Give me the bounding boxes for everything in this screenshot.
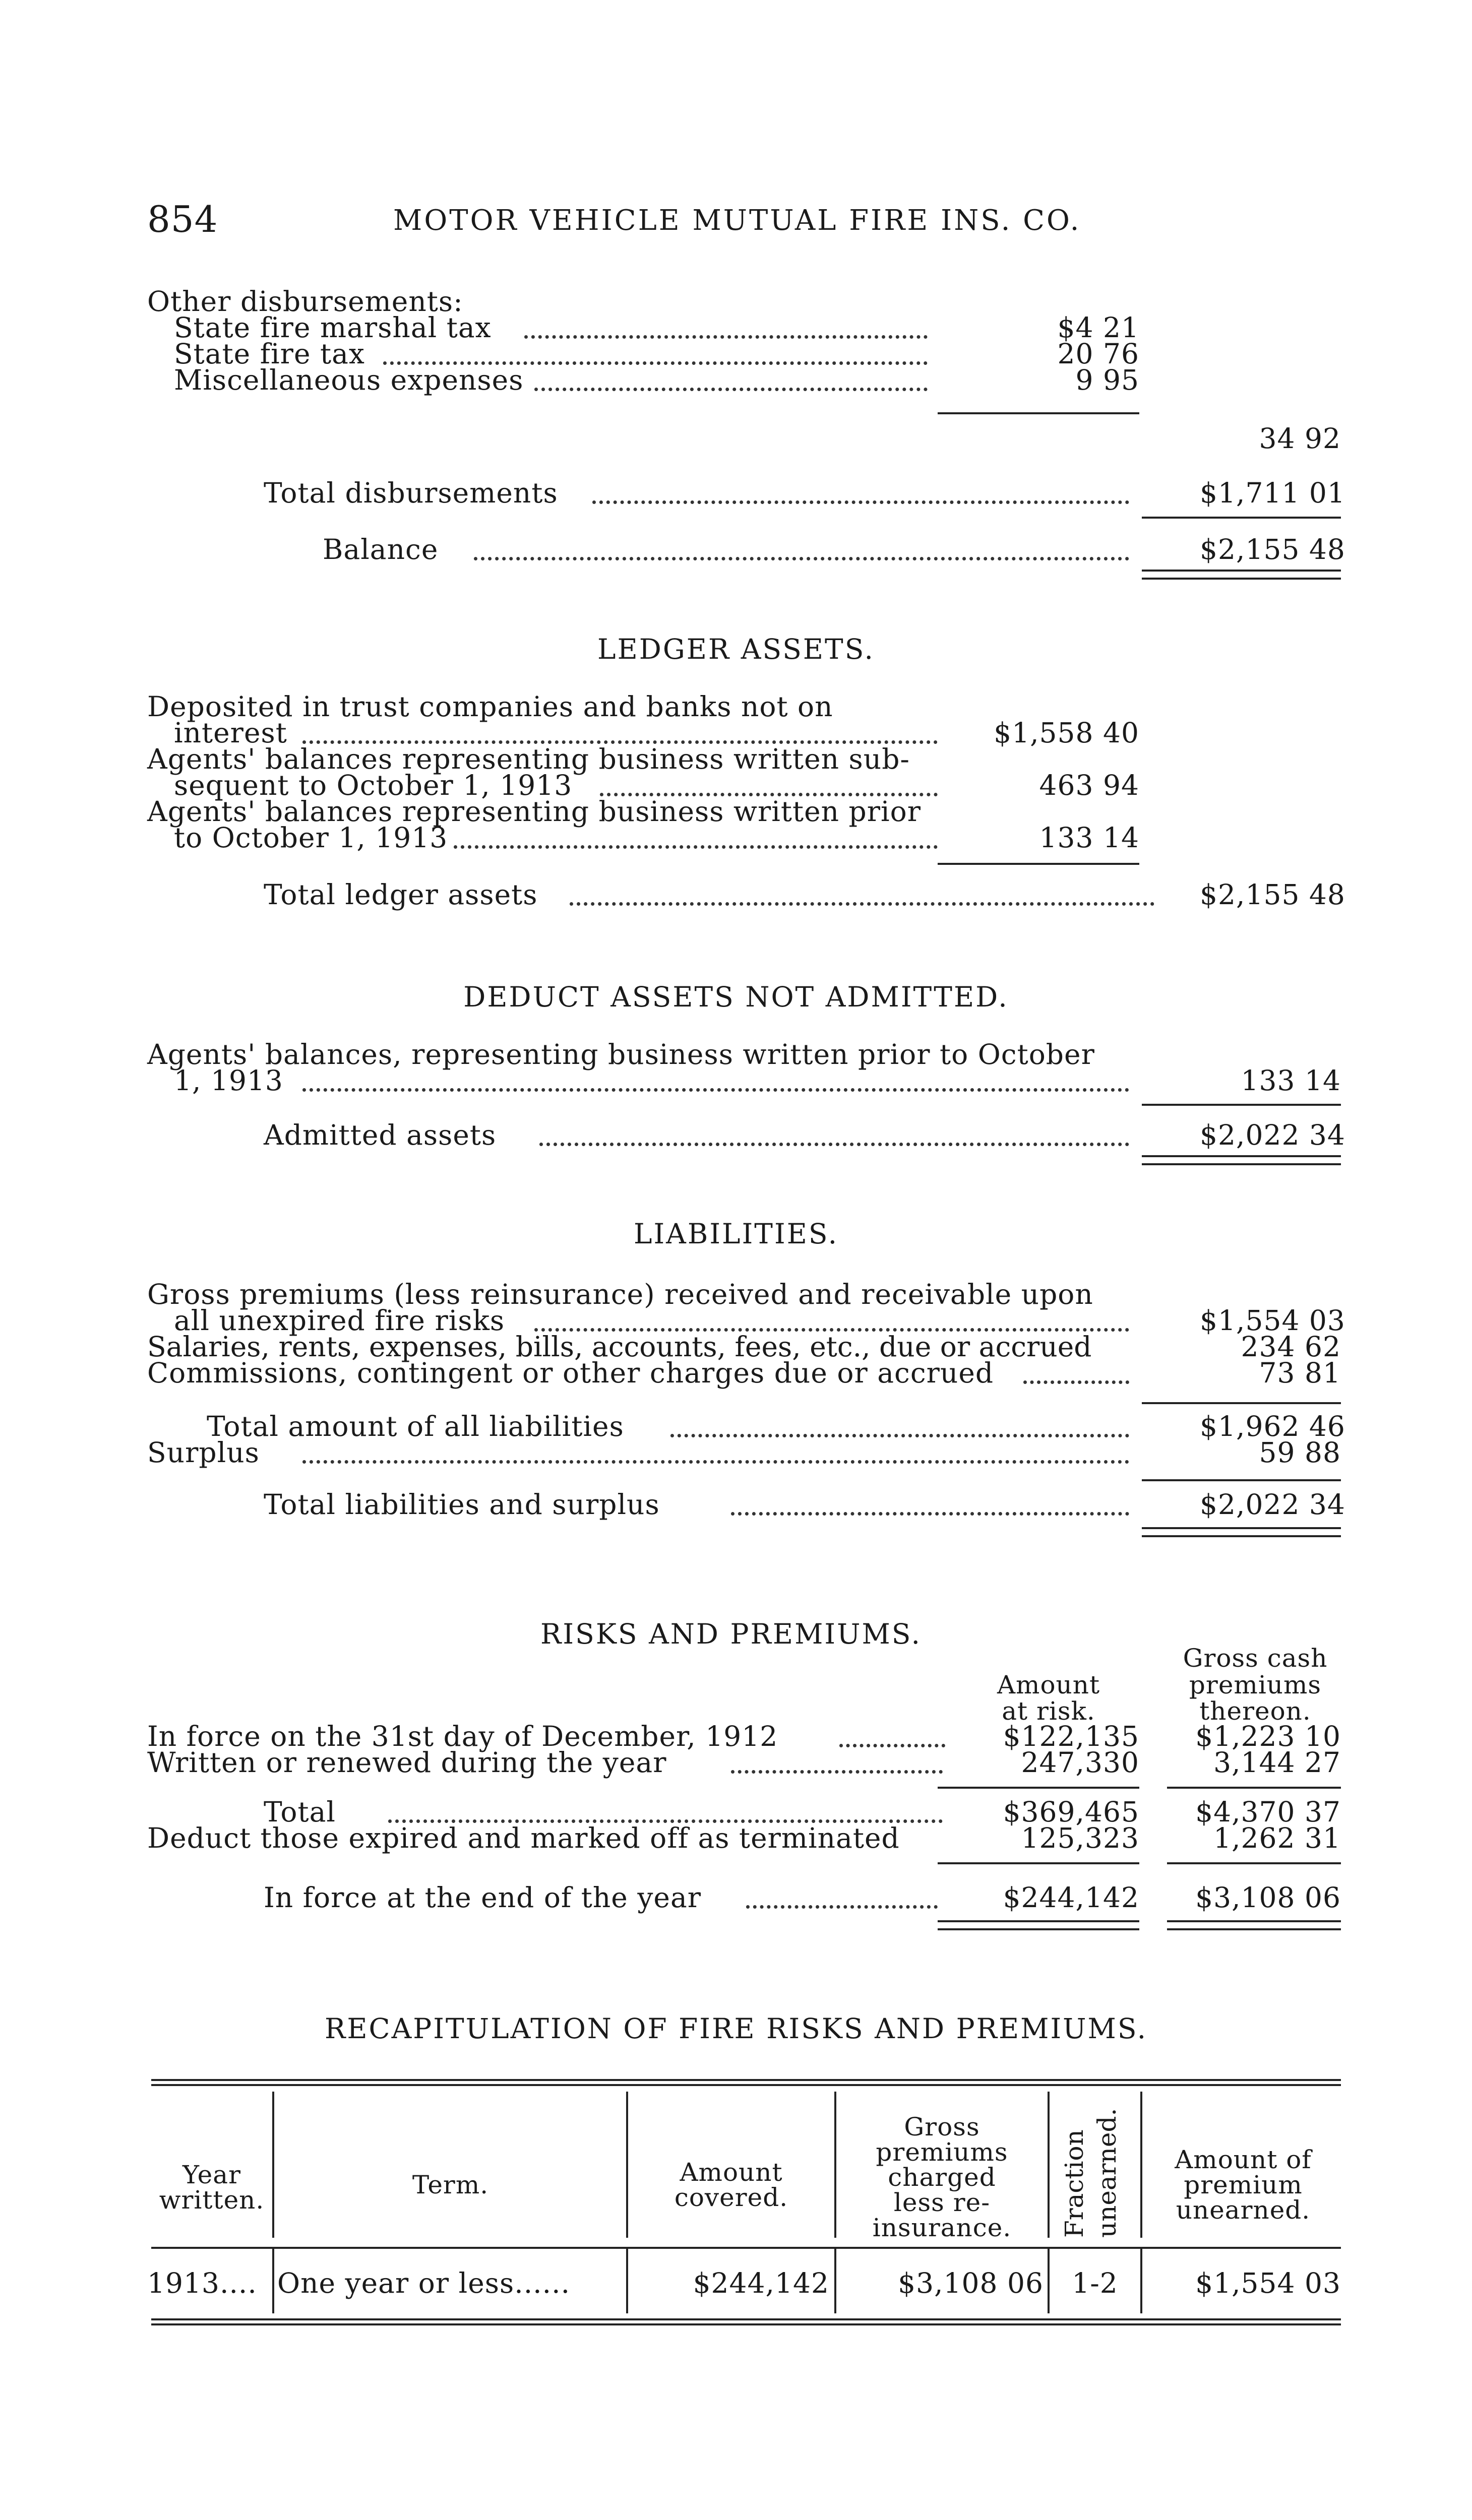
ledger-item-line1: Agents' balances representing business written prior [147,795,922,828]
recap-column-rule [272,2248,274,2313]
total-disbursements-value: $1,711 01 [1200,477,1345,509]
subtotal-rule [938,1787,1139,1789]
page-number: 854 [147,198,218,240]
double-rule [1142,1527,1341,1537]
total-liab-surplus-value: $2,022 34 [1200,1488,1345,1521]
recap-column-rule [1048,2092,1050,2238]
risks-total-amount: $369,465 [1003,1796,1139,1828]
recap-header-fraction: unearned. [1092,2108,1122,2238]
balance-label: Balance [323,533,439,565]
disb-item-label: State fire tax [174,338,365,370]
subtotal-rule [938,412,1139,414]
leader-dots [539,1143,1129,1146]
risks-deduct-premium: 1,262 31 [1213,1822,1341,1854]
disb-item-amount: 9 95 [1075,364,1139,396]
recap-column-rule [272,2092,274,2238]
gross-premiums-line1: Gross premiums (less reinsurance) received and receivable upon [147,1278,1093,1310]
recap-header-unearned: Amount of [1175,2145,1312,2174]
risks-end-premium: $3,108 06 [1195,1881,1341,1914]
risks-row-premium: 3,144 27 [1213,1746,1341,1779]
recap-top-rule [151,2079,1341,2086]
salaries-amount: 234 62 [1241,1331,1341,1363]
disb-item-amount: 20 76 [1057,338,1139,370]
recap-header-fraction: Fraction [1060,2129,1089,2238]
total-ledger-value: $2,155 48 [1200,878,1345,911]
recap-header-year: written. [159,2185,265,2215]
ledger-item-line2: to October 1, 1913 [174,822,448,854]
recap-row-term: One year or less...... [277,2267,571,2299]
leader-dots [570,902,1154,906]
liabilities-title: LIABILITIES. [633,1218,839,1250]
surplus-label: Surplus [147,1436,260,1469]
recap-title: RECAPITULATION OF FIRE RISKS AND PREMIUMS. [324,2012,1148,2045]
subtotal-rule [938,1862,1139,1864]
disb-item-label: State fire marshal tax [174,311,492,344]
leader-dots [731,1770,943,1774]
double-rule [1167,1920,1341,1930]
risks-col-gross-header: thereon. [1199,1696,1311,1726]
ledger-item-line2: interest [174,717,287,749]
leader-dots [534,388,928,391]
risks-col-gross-header: Gross cash [1183,1644,1328,1673]
recap-row-unearned: $1,554 03 [1195,2267,1341,2299]
risks-row-label: Written or renewed during the year [147,1746,667,1779]
total-liabilities-label: Total amount of all liabilities [207,1410,624,1442]
other-disbursements-heading: Other disbursements: [147,285,463,318]
total-rule [1142,1479,1341,1481]
total-liab-surplus-label: Total liabilities and surplus [264,1488,660,1521]
recap-header-year: Year [182,2160,241,2189]
recap-header-term: Term. [412,2170,489,2199]
admitted-assets-value: $2,022 34 [1200,1119,1345,1151]
ledger-assets-title: LEDGER ASSETS. [597,633,875,665]
ledger-item-line2: sequent to October 1, 1913 [174,769,573,801]
leader-dots [524,335,928,339]
double-rule [938,1920,1139,1930]
subtotal-rule [938,863,1139,865]
recap-header-gross: premiums [876,2137,1008,2167]
running-title: MOTOR VEHICLE MUTUAL FIRE INS. CO. [393,204,1081,237]
risks-deduct-label: Deduct those expired and marked off as terminated [147,1822,900,1854]
recap-header-amount: covered. [674,2183,788,2212]
recap-header-gross: Gross [904,2112,980,2141]
risks-row-label: In force on the 31st day of December, 1912 [147,1720,778,1752]
ledger-item-line1: Agents' balances representing business written sub- [147,743,910,775]
double-rule [1142,1155,1341,1165]
total-rule [1142,517,1341,519]
leader-dots [592,500,1129,504]
risks-col-amount-header: Amount [997,1670,1100,1699]
ledger-item-amount: 463 94 [1039,769,1139,801]
total-rule [1142,1104,1341,1106]
subtotal-rule [1167,1862,1341,1864]
total-ledger-label: Total ledger assets [264,878,538,911]
recap-header-unearned: premium [1184,2170,1303,2199]
recap-bottom-rule [151,2318,1341,2325]
gross-premiums-amount: $1,554 03 [1200,1304,1345,1337]
recap-row-amount: $244,142 [693,2267,829,2299]
leader-dots [1023,1380,1129,1384]
leader-dots [670,1434,1129,1437]
ledger-item-line1: Deposited in trust companies and banks not on [147,690,833,723]
subtotal-rule [1167,1787,1341,1789]
leader-dots [474,557,1129,560]
surplus-value: 59 88 [1259,1436,1341,1469]
recap-row-gross: $3,108 06 [898,2267,1044,2299]
total-liabilities-value: $1,962 46 [1200,1410,1345,1442]
admitted-assets-label: Admitted assets [264,1119,497,1151]
recap-header-unearned: unearned. [1176,2195,1311,2225]
risks-end-amount: $244,142 [1003,1881,1139,1914]
leader-dots [746,1905,938,1909]
total-rule [1142,1402,1341,1404]
disb-item-amount: $4 21 [1057,311,1139,344]
disb-item-label: Miscellaneous expenses [174,364,524,396]
not-admitted-line2: 1, 1913 [174,1064,283,1097]
risks-row-amount: $122,135 [1003,1720,1139,1752]
recap-header-gross: insurance. [872,2213,1012,2242]
balance-value: $2,155 48 [1200,533,1345,565]
risks-title: RISKS AND PREMIUMS. [540,1618,922,1650]
recap-header-amount: Amount [680,2158,783,2187]
salaries-label: Salaries, rents, expenses, bills, accounts, fees, etc., due or accrued [147,1331,1092,1363]
recap-header-gross: less re- [893,2188,991,2217]
risks-col-gross-header: premiums [1189,1670,1322,1699]
total-disbursements-label: Total disbursements [264,477,558,509]
leader-dots [731,1512,1129,1516]
not-admitted-amount: 133 14 [1241,1064,1341,1097]
risks-total-label: Total [264,1796,336,1828]
risks-total-premium: $4,370 37 [1195,1796,1341,1828]
double-rule [1142,570,1341,580]
recap-header-rule [151,2247,1341,2249]
recap-column-rule [834,2248,836,2313]
ledger-item-amount: $1,558 40 [994,717,1139,749]
commissions-label: Commissions, contingent or other charges due or accrued [147,1357,994,1389]
leader-dots [302,1088,1129,1092]
ledger-item-amount: 133 14 [1039,822,1139,854]
not-admitted-line1: Agents' balances, representing business written prior to October [147,1038,1095,1070]
gross-premiums-line2: all unexpired fire risks [174,1304,505,1337]
not-admitted-title: DEDUCT ASSETS NOT ADMITTED. [463,981,1009,1013]
leader-dots [302,1460,1129,1464]
commissions-amount: 73 81 [1259,1357,1341,1389]
recap-row-fraction: 1-2 [1072,2267,1118,2299]
risks-end-label: In force at the end of the year [264,1881,702,1914]
risks-deduct-amount: 125,323 [1021,1822,1139,1854]
recap-header-gross: charged [888,2163,996,2192]
leader-dots [839,1744,945,1747]
risks-row-amount: 247,330 [1021,1746,1139,1779]
recap-column-rule [626,2248,628,2313]
recap-row-year: 1913.... [147,2267,257,2299]
leader-dots [454,845,938,849]
risks-row-premium: $1,223 10 [1195,1720,1341,1752]
risks-col-amount-header: at risk. [1002,1696,1095,1726]
disb-subtotal: 34 92 [1259,422,1341,455]
